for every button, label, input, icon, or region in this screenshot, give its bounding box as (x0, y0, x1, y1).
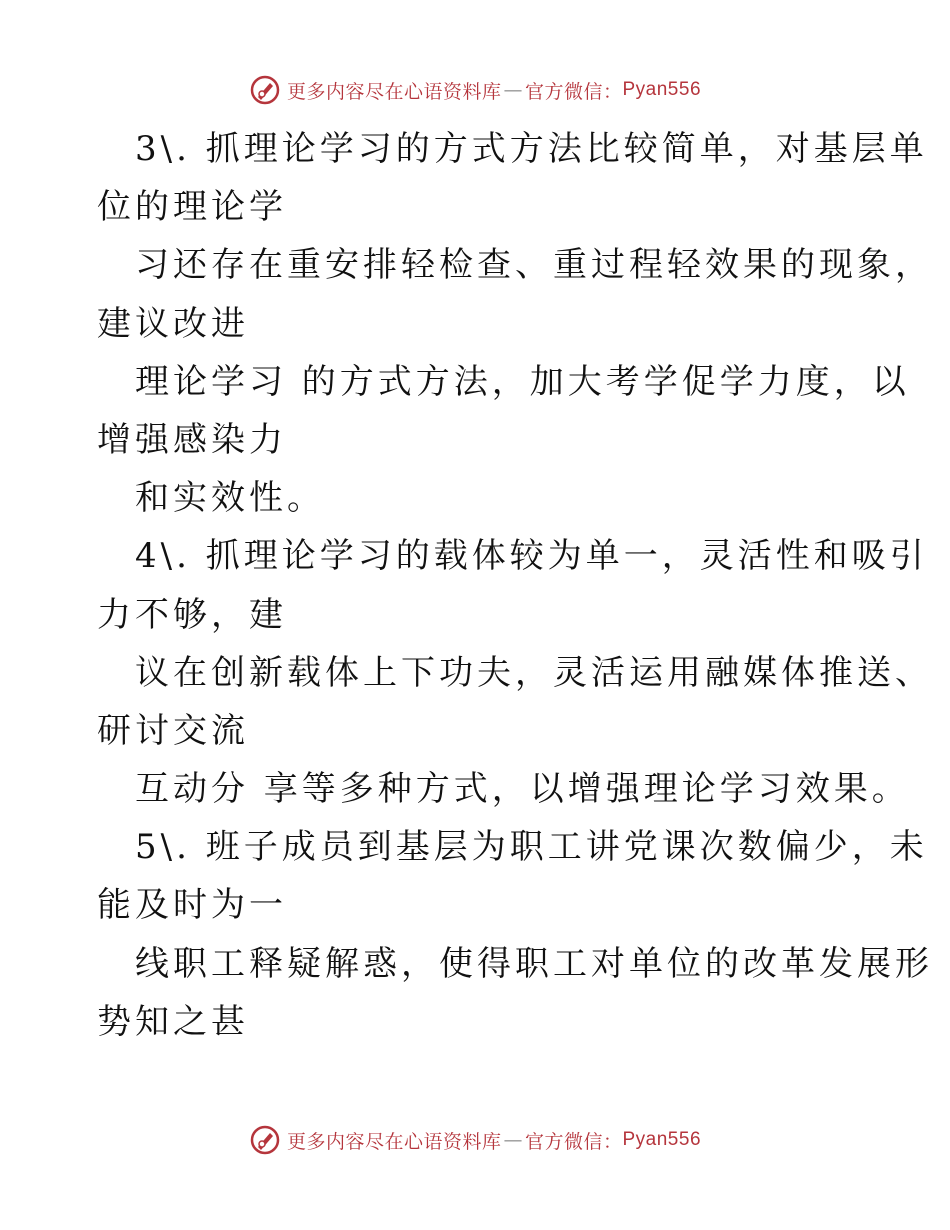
pen-logo-icon (249, 74, 281, 106)
paragraph-line: 能及时为一 (97, 885, 287, 926)
paragraph-line: 3\. 抓理论学习的方式方法比较简单，对基层单 (135, 129, 928, 169)
header-watermark-banner (0, 68, 950, 112)
paragraph-line: 线职工释疑解惑，使得职工对单位的改革发展形 (135, 943, 933, 984)
footer-watermark-banner (0, 1118, 950, 1162)
banner-text: 更多内容尽在心语资料库 (286, 80, 502, 103)
banner-dash: — (503, 1129, 523, 1151)
banner-text: 更多内容尽在心语资料库 (286, 1130, 502, 1153)
paragraph-line: 研讨交流 (97, 710, 249, 751)
wechat-id: Pyan556 (622, 79, 702, 100)
wechat-id: Pyan556 (622, 1129, 702, 1150)
paragraph-line: 5\. 班子成员到基层为职工讲党课次数偏少，未 (135, 827, 928, 868)
paragraph-line: 位的理论学 (97, 187, 287, 228)
paragraph-line: 理论学习 的方式方法，加大考学促学力度，以 (135, 361, 910, 402)
paragraph-line: 习还存在重安排轻检查、重过程轻效果的现象， (135, 245, 933, 286)
pen-logo-icon (249, 1124, 281, 1156)
wechat-label: 官方微信： (524, 1130, 623, 1153)
paragraph-line: 互动分 享等多种方式，以增强理论学习效果。 (135, 769, 910, 810)
paragraph-line: 和实效性。 (135, 478, 325, 519)
document-body (97, 120, 933, 1051)
paragraph-line: 议在创新载体上下功夫，灵活运用融媒体推送、 (135, 652, 933, 693)
paragraph-line: 建议改进 (97, 303, 249, 344)
paragraph-line: 增强感染力 (97, 419, 287, 460)
banner-dash: — (503, 79, 523, 101)
paragraph-line: 力不够，建 (97, 594, 287, 635)
paragraph-line: 4\. 抓理论学习的载体较为单一，灵活性和吸引 (135, 536, 928, 577)
wechat-label: 官方微信： (524, 80, 623, 103)
paragraph-line: 势知之甚 (97, 1001, 249, 1042)
